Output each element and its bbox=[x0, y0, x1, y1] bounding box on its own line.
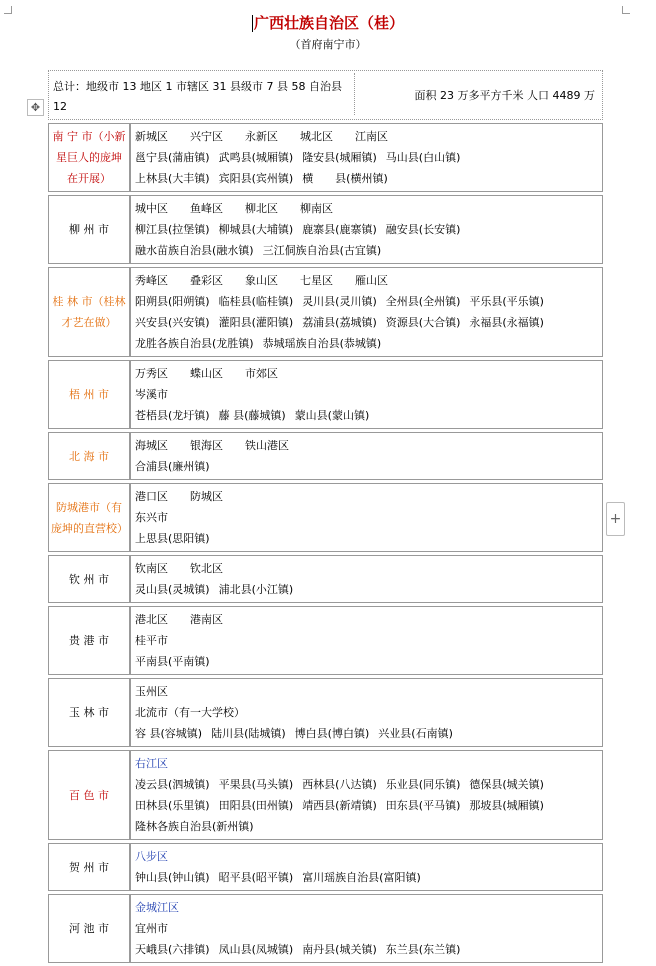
district-line bbox=[135, 456, 598, 477]
district-item: 合浦县(廉州镇) bbox=[135, 460, 210, 473]
district-item: 钟山县(钟山镇) bbox=[135, 871, 210, 884]
table-row bbox=[48, 606, 603, 675]
district-item: 兴宁区 bbox=[190, 130, 223, 143]
district-item: 灵山县(灵城镇) bbox=[135, 583, 210, 596]
district-item: 平南县(平南镇) bbox=[135, 655, 210, 668]
city-name-cell: 南 宁 市（小新星巨人的庞坤在开展） bbox=[48, 123, 130, 192]
district-item: 资源县(大合镇) bbox=[385, 316, 461, 329]
district-item: 藤 县(藤城镇) bbox=[218, 409, 286, 422]
move-icon[interactable]: ✥ bbox=[27, 99, 44, 116]
district-list-cell bbox=[130, 195, 603, 264]
district-item: 秀峰区 bbox=[135, 274, 168, 287]
district-item: 万秀区 bbox=[135, 367, 168, 380]
district-list-cell bbox=[130, 750, 603, 840]
district-item: 右江区 bbox=[135, 757, 168, 770]
district-item: 柳北区 bbox=[245, 202, 278, 215]
district-item: 岑溪市 bbox=[135, 388, 168, 401]
district-item: 蒙山县(蒙山镇) bbox=[294, 409, 370, 422]
district-item: 横 县(横州镇) bbox=[302, 172, 388, 185]
district-line bbox=[135, 240, 598, 261]
district-item: 融安县(长安镇) bbox=[385, 223, 461, 236]
district-item: 灌阳县(灌阳镇) bbox=[218, 316, 294, 329]
district-line bbox=[135, 147, 598, 168]
district-list-cell bbox=[130, 123, 603, 192]
district-item: 昭平县(昭平镇) bbox=[218, 871, 294, 884]
district-item: 浦北县(小江镇) bbox=[218, 583, 294, 596]
district-item: 叠彩区 bbox=[190, 274, 223, 287]
district-item: 西林县(八达镇) bbox=[302, 778, 377, 791]
district-item: 全州县(全州镇) bbox=[385, 295, 461, 308]
table-row bbox=[48, 195, 603, 264]
district-item: 容 县(容城镇) bbox=[135, 727, 203, 740]
city-name-cell: 北 海 市 bbox=[48, 432, 130, 480]
district-line bbox=[135, 270, 598, 291]
district-line bbox=[135, 507, 598, 528]
district-item: 象山区 bbox=[245, 274, 278, 287]
district-list-cell bbox=[130, 360, 603, 429]
district-line bbox=[135, 846, 598, 867]
district-item: 上林县(大丰镇) bbox=[135, 172, 210, 185]
district-line bbox=[135, 126, 598, 147]
district-item: 七星区 bbox=[300, 274, 333, 287]
district-item: 宜州市 bbox=[135, 922, 168, 935]
district-item: 玉州区 bbox=[135, 685, 168, 698]
district-line bbox=[135, 579, 598, 600]
district-item: 东兰县(东兰镇) bbox=[385, 943, 461, 956]
page-title bbox=[0, 12, 656, 33]
district-list-cell bbox=[130, 555, 603, 603]
district-line bbox=[135, 681, 598, 702]
district-item: 靖西县(新靖镇) bbox=[302, 799, 377, 812]
district-item: 乐业县(同乐镇) bbox=[385, 778, 461, 791]
district-item: 柳城县(大埔镇) bbox=[218, 223, 294, 236]
summary-box bbox=[48, 70, 603, 120]
district-item: 银海区 bbox=[190, 439, 223, 452]
district-line bbox=[135, 630, 598, 651]
district-item: 天峨县(六排镇) bbox=[135, 943, 210, 956]
district-item: 田阳县(田州镇) bbox=[218, 799, 294, 812]
city-name-cell: 百 色 市 bbox=[48, 750, 130, 840]
text-cursor bbox=[252, 15, 253, 32]
table-row bbox=[48, 123, 603, 192]
district-line bbox=[135, 312, 598, 333]
district-item: 铁山港区 bbox=[245, 439, 289, 452]
district-item: 马山县(白山镇) bbox=[385, 151, 461, 164]
district-item: 金城江区 bbox=[135, 901, 179, 914]
district-list-cell bbox=[130, 606, 603, 675]
city-name-cell: 贵 港 市 bbox=[48, 606, 130, 675]
district-item: 防城区 bbox=[190, 490, 223, 503]
district-item: 博白县(博白镇) bbox=[294, 727, 370, 740]
district-line bbox=[135, 291, 598, 312]
district-line bbox=[135, 405, 598, 426]
district-list-cell bbox=[130, 483, 603, 552]
table-row bbox=[48, 555, 603, 603]
district-line bbox=[135, 774, 598, 795]
district-line bbox=[135, 333, 598, 354]
table-row bbox=[48, 267, 603, 357]
capital-subtitle: （首府南宁市） bbox=[289, 38, 367, 51]
district-item: 八步区 bbox=[135, 850, 168, 863]
district-item: 海城区 bbox=[135, 439, 168, 452]
district-item: 南丹县(城关镇) bbox=[302, 943, 377, 956]
district-line bbox=[135, 816, 598, 837]
district-item: 柳江县(拉堡镇) bbox=[135, 223, 210, 236]
district-item: 雁山区 bbox=[355, 274, 388, 287]
district-item: 兴安县(兴安镇) bbox=[135, 316, 210, 329]
district-item: 融水苗族自治县(融水镇) bbox=[135, 244, 254, 257]
district-item: 陆川县(陆城镇) bbox=[211, 727, 286, 740]
district-line bbox=[135, 939, 598, 960]
district-line bbox=[135, 897, 598, 918]
district-item: 平果县(马头镇) bbox=[218, 778, 294, 791]
district-item: 田林县(乐里镇) bbox=[135, 799, 210, 812]
table-row bbox=[48, 360, 603, 429]
table-row bbox=[48, 843, 603, 891]
district-item: 新城区 bbox=[135, 130, 168, 143]
district-line bbox=[135, 219, 598, 240]
district-item: 城北区 bbox=[300, 130, 333, 143]
district-item: 富川瑶族自治县(富阳镇) bbox=[302, 871, 421, 884]
district-item: 江南区 bbox=[355, 130, 388, 143]
district-line bbox=[135, 723, 598, 744]
city-name-cell: 梧 州 市 bbox=[48, 360, 130, 429]
district-list-cell bbox=[130, 678, 603, 747]
district-item: 三江侗族自治县(古宜镇) bbox=[262, 244, 382, 257]
district-line bbox=[135, 486, 598, 507]
district-item: 阳朔县(阳朔镇) bbox=[135, 295, 210, 308]
divisions-table bbox=[48, 120, 603, 966]
district-item: 灵川县(灵川镇) bbox=[302, 295, 377, 308]
district-item: 荔浦县(荔城镇) bbox=[302, 316, 377, 329]
district-item: 市郊区 bbox=[245, 367, 278, 380]
district-item: 凌云县(泗城镇) bbox=[135, 778, 210, 791]
district-item: 苍梧县(龙圩镇) bbox=[135, 409, 210, 422]
district-item: 临桂县(临桂镇) bbox=[218, 295, 294, 308]
district-line bbox=[135, 609, 598, 630]
district-item: 桂平市 bbox=[135, 634, 168, 647]
district-line bbox=[135, 435, 598, 456]
district-list-cell bbox=[130, 843, 603, 891]
district-line bbox=[135, 651, 598, 672]
district-line bbox=[135, 198, 598, 219]
district-item: 鹿寨县(鹿寨镇) bbox=[302, 223, 377, 236]
summary-area-population: 面积 23 万多平方千米 人口 4489 万 bbox=[414, 89, 595, 102]
table-row bbox=[48, 678, 603, 747]
district-item: 龙胜各族自治县(龙胜镇) bbox=[135, 337, 254, 350]
district-line bbox=[135, 528, 598, 549]
district-item: 东兴市 bbox=[135, 511, 168, 524]
summary-divider bbox=[354, 73, 355, 115]
district-list-cell bbox=[130, 432, 603, 480]
table-row bbox=[48, 750, 603, 840]
district-item: 兴业县(石南镇) bbox=[378, 727, 453, 740]
district-line bbox=[135, 753, 598, 774]
district-item: 邕宁县(蒲庙镇) bbox=[135, 151, 210, 164]
district-item: 永新区 bbox=[245, 130, 278, 143]
city-name-cell: 防城港市（有庞坤的直营校） bbox=[48, 483, 130, 552]
city-name-cell: 桂 林 市（桂林才艺在做） bbox=[48, 267, 130, 357]
district-item: 港南区 bbox=[190, 613, 223, 626]
district-item: 宾阳县(宾州镇) bbox=[218, 172, 294, 185]
district-line bbox=[135, 867, 598, 888]
district-line bbox=[135, 363, 598, 384]
district-item: 上思县(思阳镇) bbox=[135, 532, 210, 545]
district-item: 德保县(城关镇) bbox=[469, 778, 544, 791]
district-line bbox=[135, 168, 598, 189]
district-item: 钦南区 bbox=[135, 562, 168, 575]
district-item: 凤山县(凤城镇) bbox=[218, 943, 294, 956]
district-item: 柳南区 bbox=[300, 202, 333, 215]
city-name-cell: 玉 林 市 bbox=[48, 678, 130, 747]
page-title-text: 广西壮族自治区（桂） bbox=[253, 14, 404, 32]
district-item: 鱼峰区 bbox=[190, 202, 223, 215]
divisions-table-body bbox=[48, 123, 603, 963]
district-line bbox=[135, 795, 598, 816]
district-line bbox=[135, 702, 598, 723]
district-item: 钦北区 bbox=[190, 562, 223, 575]
district-item: 城中区 bbox=[135, 202, 168, 215]
district-item: 平乐县(平乐镇) bbox=[469, 295, 544, 308]
district-item: 隆安县(城厢镇) bbox=[302, 151, 377, 164]
district-item: 隆林各族自治县(新州镇) bbox=[135, 820, 254, 833]
district-list-cell bbox=[130, 267, 603, 357]
district-item: 那坡县(城厢镇) bbox=[469, 799, 544, 812]
district-item: 蝶山区 bbox=[190, 367, 223, 380]
city-name-cell: 钦 州 市 bbox=[48, 555, 130, 603]
district-line bbox=[135, 558, 598, 579]
city-name-cell: 贺 州 市 bbox=[48, 843, 130, 891]
district-item: 田东县(平马镇) bbox=[385, 799, 461, 812]
district-item: 港北区 bbox=[135, 613, 168, 626]
district-line bbox=[135, 384, 598, 405]
district-item: 武鸣县(城厢镇) bbox=[218, 151, 294, 164]
district-item: 港口区 bbox=[135, 490, 168, 503]
table-row bbox=[48, 432, 603, 480]
district-item: 恭城瑶族自治县(恭城镇) bbox=[262, 337, 382, 350]
district-item: 北流市（有一大学校） bbox=[135, 706, 245, 719]
city-name-cell: 柳 州 市 bbox=[48, 195, 130, 264]
plus-icon[interactable]: + bbox=[606, 502, 625, 536]
summary-counts: 总计：地级市 13 地区 1 市辖区 31 县级市 7 县 58 自治县 12 bbox=[53, 80, 342, 113]
city-name-cell: 河 池 市 bbox=[48, 894, 130, 963]
district-item: 永福县(永福镇) bbox=[469, 316, 544, 329]
table-row bbox=[48, 483, 603, 552]
